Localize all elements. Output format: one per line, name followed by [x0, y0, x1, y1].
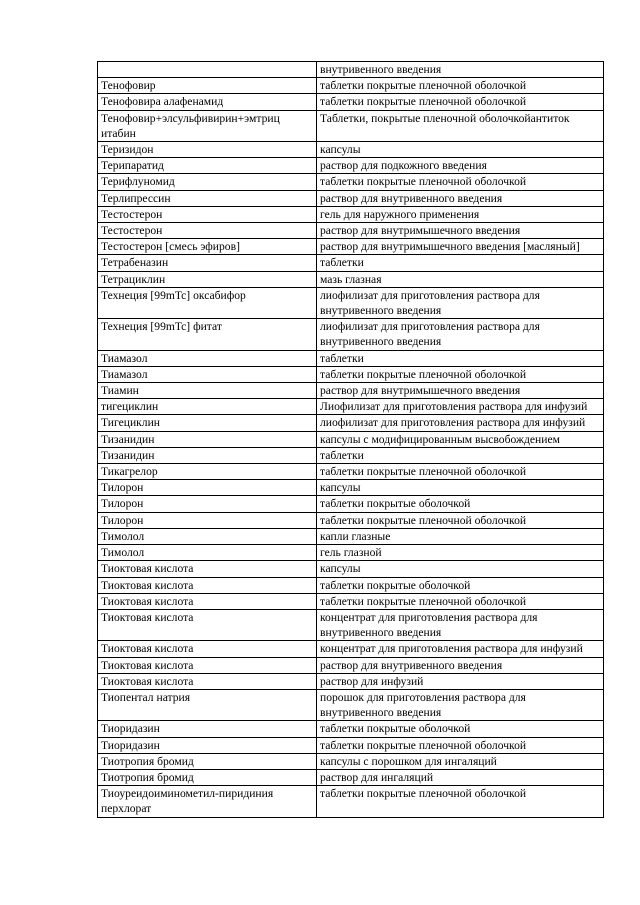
dosage-form-cell: таблетки покрытые пленочной оболочкой: [317, 78, 604, 94]
drug-name-cell: Технеция [99mTc] оксабифор: [98, 287, 317, 318]
dosage-form-cell: таблетки покрытые пленочной оболочкой: [317, 174, 604, 190]
table-row: [98, 383, 604, 399]
dosage-form-cell: капли глазные: [317, 528, 604, 544]
drug-name-cell: Теризидон: [98, 142, 317, 158]
table-row: [98, 190, 604, 206]
drug-name-cell: Тестостерон: [98, 206, 317, 222]
table-row: [98, 158, 604, 174]
table-row: [98, 415, 604, 431]
dosage-form-cell: таблетки покрытые оболочкой: [317, 496, 604, 512]
table-row: [98, 528, 604, 544]
drug-name-cell: Тиоридазин: [98, 721, 317, 737]
table-row: [98, 480, 604, 496]
dosage-form-cell: лиофилизат для приготовления раствора для внутривенного введения: [317, 287, 604, 318]
drug-name-cell: Терлипрессин: [98, 190, 317, 206]
dosage-form-cell: таблетки покрытые пленочной оболочкой: [317, 737, 604, 753]
dosage-form-cell: капсулы: [317, 561, 604, 577]
table-row: [98, 721, 604, 737]
dosage-form-cell: капсулы с модифицированным высвобождением: [317, 431, 604, 447]
drug-name-cell: Тизанидин: [98, 447, 317, 463]
table-row: [98, 271, 604, 287]
dosage-form-cell: раствор для инфузий: [317, 673, 604, 689]
drug-name-cell: Тиоктовая кислота: [98, 593, 317, 609]
dosage-form-cell: внутривенного введения: [317, 62, 604, 78]
drug-name-cell: Тиотропия бромид: [98, 753, 317, 769]
dosage-form-cell: раствор для внутримышечного введения: [317, 223, 604, 239]
table-row: [98, 319, 604, 350]
table-row: [98, 545, 604, 561]
table-row: [98, 657, 604, 673]
dosage-form-cell: таблетки покрытые пленочной оболочкой: [317, 512, 604, 528]
table-row: [98, 753, 604, 769]
dosage-form-cell: таблетки покрытые пленочной оболочкой: [317, 464, 604, 480]
drug-name-cell: Тиоктовая кислота: [98, 577, 317, 593]
table-row: [98, 593, 604, 609]
dosage-form-cell: Лиофилизат для приготовления раствора для инфузий: [317, 399, 604, 415]
drug-name-cell: Тиоктовая кислота: [98, 561, 317, 577]
table-row: [98, 609, 604, 640]
dosage-form-cell: раствор для внутримышечного введения: [317, 383, 604, 399]
drug-name-cell: Тенофовир+элсульфивирин+эмтриц итабин: [98, 110, 317, 141]
table-row: [98, 561, 604, 577]
table-row: [98, 255, 604, 271]
dosage-form-cell: гель для наружного применения: [317, 206, 604, 222]
dosage-form-cell: таблетки: [317, 447, 604, 463]
drug-name-cell: Тимолол: [98, 545, 317, 561]
drug-name-cell: Тенофовир: [98, 78, 317, 94]
dosage-form-cell: таблетки: [317, 350, 604, 366]
table-row: [98, 142, 604, 158]
table-body: [98, 62, 604, 818]
dosage-form-cell: концентрат для приготовления раствора для внутривенного введения: [317, 609, 604, 640]
drug-name-cell: Тиамин: [98, 383, 317, 399]
drug-name-cell: Тиоуреидоиминометил-пиридиния перхлорат: [98, 786, 317, 817]
dosage-form-cell: Таблетки, покрытые пленочной оболочкойантиток: [317, 110, 604, 141]
drug-name-cell: Тиотропия бромид: [98, 769, 317, 785]
drug-name-cell: Тикагрелор: [98, 464, 317, 480]
table-row: [98, 496, 604, 512]
drug-name-cell: Тетрациклин: [98, 271, 317, 287]
drug-name-cell: тигециклин: [98, 399, 317, 415]
table-row: [98, 737, 604, 753]
dosage-form-cell: таблетки покрытые пленочной оболочкой: [317, 94, 604, 110]
dosage-form-cell: таблетки покрытые пленочной оболочкой: [317, 366, 604, 382]
dosage-form-cell: раствор для внутривенного введения: [317, 190, 604, 206]
table-row: [98, 206, 604, 222]
drug-name-cell: Тиоктовая кислота: [98, 657, 317, 673]
table-row: [98, 447, 604, 463]
table-row: [98, 366, 604, 382]
drug-name-cell: Терифлуномид: [98, 174, 317, 190]
drug-name-cell: Терипаратид: [98, 158, 317, 174]
table-row: [98, 641, 604, 657]
dosage-form-cell: раствор для ингаляций: [317, 769, 604, 785]
drug-name-cell: Тизанидин: [98, 431, 317, 447]
drug-name-cell: Тиамазол: [98, 366, 317, 382]
drug-name-cell: Тестостерон [смесь эфиров]: [98, 239, 317, 255]
drug-name-cell: Тилорон: [98, 512, 317, 528]
drug-forms-table: [97, 61, 604, 818]
dosage-form-cell: раствор для внутримышечного введения [масляный]: [317, 239, 604, 255]
drug-name-cell: Тигециклин: [98, 415, 317, 431]
dosage-form-cell: таблетки покрытые оболочкой: [317, 577, 604, 593]
dosage-form-cell: лиофилизат для приготовления раствора для инфузий: [317, 415, 604, 431]
dosage-form-cell: мазь глазная: [317, 271, 604, 287]
drug-name-cell: Тиоктовая кислота: [98, 641, 317, 657]
table-row: [98, 110, 604, 141]
table-row: [98, 431, 604, 447]
table-row: [98, 239, 604, 255]
dosage-form-cell: порошок для приготовления раствора для внутривенного введения: [317, 689, 604, 720]
table-row: [98, 464, 604, 480]
table-row: [98, 577, 604, 593]
drug-name-cell: Тилорон: [98, 496, 317, 512]
drug-name-cell: Тенофовира алафенамид: [98, 94, 317, 110]
dosage-form-cell: лиофилизат для приготовления раствора для внутривенного введения: [317, 319, 604, 350]
dosage-form-cell: гель глазной: [317, 545, 604, 561]
drug-name-cell: Тиопентал натрия: [98, 689, 317, 720]
table-row: [98, 689, 604, 720]
table-row: [98, 78, 604, 94]
drug-name-cell: Тестостерон: [98, 223, 317, 239]
drug-name-cell: Тиоктовая кислота: [98, 673, 317, 689]
drug-name-cell: Технеция [99mTc] фитат: [98, 319, 317, 350]
drug-name-cell: Тилорон: [98, 480, 317, 496]
dosage-form-cell: таблетки покрытые пленочной оболочкой: [317, 786, 604, 817]
dosage-form-cell: таблетки: [317, 255, 604, 271]
table-row: [98, 62, 604, 78]
table-row: [98, 174, 604, 190]
drug-name-cell: Тиоктовая кислота: [98, 609, 317, 640]
table-row: [98, 223, 604, 239]
table-row: [98, 94, 604, 110]
dosage-form-cell: таблетки покрытые оболочкой: [317, 721, 604, 737]
dosage-form-cell: раствор для внутривенного введения: [317, 657, 604, 673]
table-row: [98, 769, 604, 785]
table-row: [98, 287, 604, 318]
dosage-form-cell: капсулы с порошком для ингаляций: [317, 753, 604, 769]
dosage-form-cell: концентрат для приготовления раствора для инфузий: [317, 641, 604, 657]
table-row: [98, 786, 604, 817]
table-row: [98, 512, 604, 528]
drug-name-cell: Тимолол: [98, 528, 317, 544]
drug-name-cell: [98, 62, 317, 78]
drug-name-cell: Тиамазол: [98, 350, 317, 366]
table-row: [98, 673, 604, 689]
table-row: [98, 350, 604, 366]
drug-name-cell: Тетрабеназин: [98, 255, 317, 271]
table-row: [98, 399, 604, 415]
dosage-form-cell: капсулы: [317, 480, 604, 496]
drug-name-cell: Тиоридазин: [98, 737, 317, 753]
dosage-form-cell: таблетки покрытые пленочной оболочкой: [317, 593, 604, 609]
dosage-form-cell: раствор для подкожного введения: [317, 158, 604, 174]
dosage-form-cell: капсулы: [317, 142, 604, 158]
